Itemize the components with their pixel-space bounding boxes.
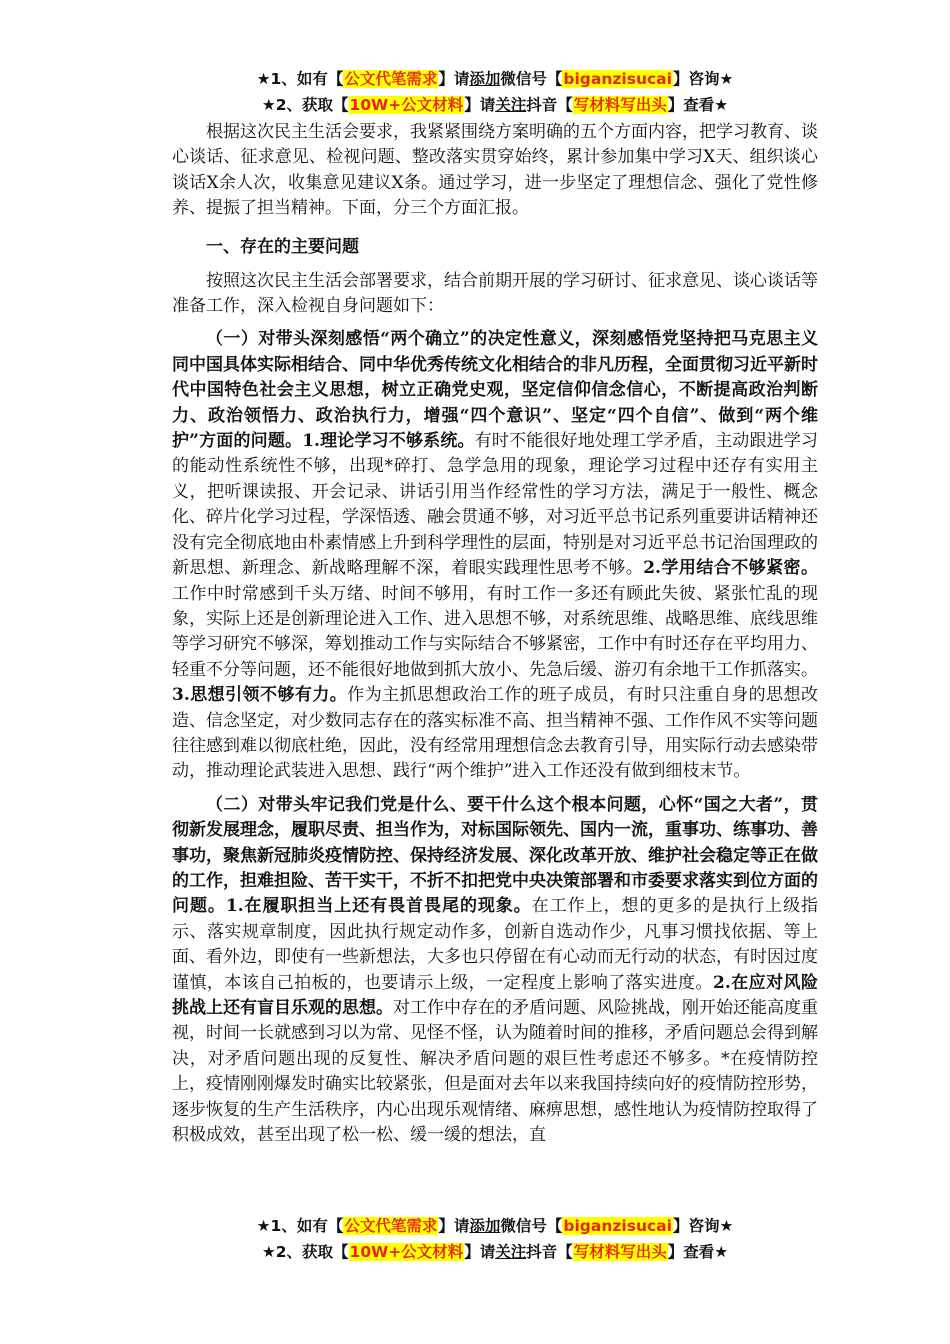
highlight-service: 公文代笔需求	[344, 1217, 438, 1235]
banner-text: 】查看★	[667, 96, 729, 114]
intro-paragraph: 根据这次民主生活会要求，我紧紧围绕方案明确的五个方面内容，把学习教育、谈心谈话、征求意见、检视问题、整改落实贯穿始终，累计参加集中学习X天、组织谈心谈话X余人次，收集意见建议X条。通过学习，进一步坚定了理想信念、强化了党性修养、提振了担当精神。下面，分三个方面汇报。	[172, 122, 818, 219]
highlight-douyin-id: 写材料写出头	[573, 1243, 667, 1261]
banner-text: 抖音【	[526, 96, 573, 114]
promo-banner-line-2-footer	[172, 1239, 818, 1265]
banner-text: ★2、获取【	[261, 1243, 349, 1261]
overview-paragraph: 按照这次民主生活会部署要求，结合前期开展的学习研讨、征求意见、谈心谈话等准备工作，深入检视自身问题如下：	[172, 270, 818, 317]
footer-banners	[172, 1213, 818, 1265]
item-2-title: 2.学用结合不够紧密。	[643, 558, 818, 579]
banner-text: 微信号【	[500, 70, 563, 88]
banner-text: 微信号【	[500, 1217, 563, 1235]
banner-text: 】请	[464, 1243, 496, 1261]
promo-banner-line-1	[172, 66, 818, 92]
highlight-materials: 10W+公文材料	[349, 96, 464, 114]
underlined-add: 添加	[469, 70, 501, 88]
banner-text: 】请	[464, 96, 496, 114]
banner-text: ★2、获取【	[261, 96, 349, 114]
highlight-materials: 10W+公文材料	[349, 1243, 464, 1261]
section-2-paragraph	[172, 793, 818, 1149]
item-2-text: 工作中时常感到千头万绪、时间不够用，有时工作一多还有顾此失彼、紧张忙乱的现象，实际上还是创新理论进入工作、进入思想不够，对系统思维、战略思维、底线思维等学习研究不够深，筹划推动工作与实际结合不够紧密，工作中有时还存在平均用力、轻重不分等问题，还不能很好地做到抓大放小、先急后缓、游刃有余地干工作抓落实。	[172, 583, 818, 680]
item-3-text: 作为主抓思想政治工作的班子成员，有时只注重自身的思想改造、信念坚定，对少数同志存在的落实标准不高、担当精神不强、工作作风不实等问题往往感到难以彻底杜绝，因此，没有经常用理想信念去教育引导，用实际行动去感染带动，推动理论武装进入思想、践行“两个维护”进入工作还没有做到细枝末节。	[172, 685, 819, 782]
highlight-wechat-id: biganzisucai	[563, 70, 672, 88]
section-2-lead: （二）对带头牢记我们党是什么、要干什么这个根本问题，心怀“国之大者”，贯彻新发展理念，履职尽责、担当作为，对标国际领先、国内一流，重事功、练事功、善事功，聚焦新冠肺炎疫情防控、保持经济发展、深化改革开放、维护社会稳定等正在做的工作，担难担险、苦干实干，不折不扣把党中央决策部署和市委要求落实到位方面的问题。	[172, 794, 818, 917]
highlight-service: 公文代笔需求	[344, 70, 438, 88]
underlined-follow: 关注	[495, 96, 527, 114]
banner-text: 】咨询★	[672, 70, 734, 88]
banner-text: 】请	[438, 70, 470, 88]
item-2-text: 对工作中存在的矛盾问题、风险挑战，刚开始还能高度重视，时间一长就感到习以为常、见怪不怪，认为随着时间的推移，矛盾问题总会得到解决，对矛盾问题出现的反复性、解决矛盾问题的艰巨性考虑还不够多。*在疫情防控上，疫情刚刚爆发时确实比较紧张，但是面对去年以来我国持续向好的疫情防控形势，逐步恢复的生产生活秩序，内心出现乐观情绪、麻痹思想，感性地认为疫情防控取得了积极成效，甚至出现了松一松、缓一缓的想法，直	[172, 998, 818, 1146]
promo-banner-line-2	[172, 92, 818, 118]
underlined-add: 添加	[469, 1217, 501, 1235]
section-heading: 一、存在的主要问题	[206, 236, 359, 257]
banner-text: 】查看★	[667, 1243, 729, 1261]
item-1-text: 在工作上，想的更多的是执行上级指示、落实规章制度，因此执行规定动作多，创新自选动作少，凡事习惯找依据、等上面、看外边，即使有一些新想法，大多也只停留在有心动而无行动的状态，有时因过度谨慎，本该自己拍板的，也要请示上级，一定程度上影响了落实进度。	[172, 896, 819, 993]
highlight-douyin-id: 写材料写出头	[573, 96, 667, 114]
promo-banner-line-1-footer	[172, 1213, 818, 1239]
document-page	[172, 66, 818, 1148]
item-3-title: 3.思想引领不够有力。	[172, 685, 348, 706]
section-1-lead: （一）对带头深刻感悟“两个确立”的决定性意义，深刻感悟党坚持把马克思主义同中国具体实际相结合、同中华优秀传统文化相结合的非凡历程，全面贯彻习近平新时代中国特色社会主义思想，树立正确党史观，坚定信仰信念信心，不断提高政治判断力、政治领悟力、政治执行力，增强“四个意识”、坚定“四个自信”、做到“两个维护”方面的问题。	[172, 329, 818, 452]
item-1-text: 有时不能很好地处理工学矛盾，主动跟进学习的能动性系统性不够，出现*碎打、急学急用的现象，理论学习过程中还存有实用主义，把听课读报、开会记录、讲话引用当作经常性的学习方法，满足于一般性、概念化、碎片化学习过程，学深悟透、融会贯通不够，对习近平总书记系列重要讲话精神还没有完全彻底地由朴素情感上升到科学理性的层面，特别是对习近平总书记治国理政的新思想、新理念、新战略理解不深，着眼实践理性思考不够。	[172, 431, 819, 579]
item-1-title: 1.在履职担当上还有畏首畏尾的现象。	[225, 896, 532, 917]
section-1-paragraph	[172, 327, 818, 784]
banner-text: ★1、如有【	[256, 70, 344, 88]
item-2-title: 2.在应对风险挑战上还有盲目乐观的思想。	[172, 972, 819, 1018]
banner-text: ★1、如有【	[256, 1217, 344, 1235]
banner-text: 】咨询★	[672, 1217, 734, 1235]
item-1-title: 1.理论学习不够系统。	[302, 431, 475, 452]
banner-text: 】请	[438, 1217, 470, 1235]
highlight-wechat-id: biganzisucai	[563, 1217, 672, 1235]
underlined-follow: 关注	[495, 1243, 527, 1261]
banner-text: 抖音【	[526, 1243, 573, 1261]
